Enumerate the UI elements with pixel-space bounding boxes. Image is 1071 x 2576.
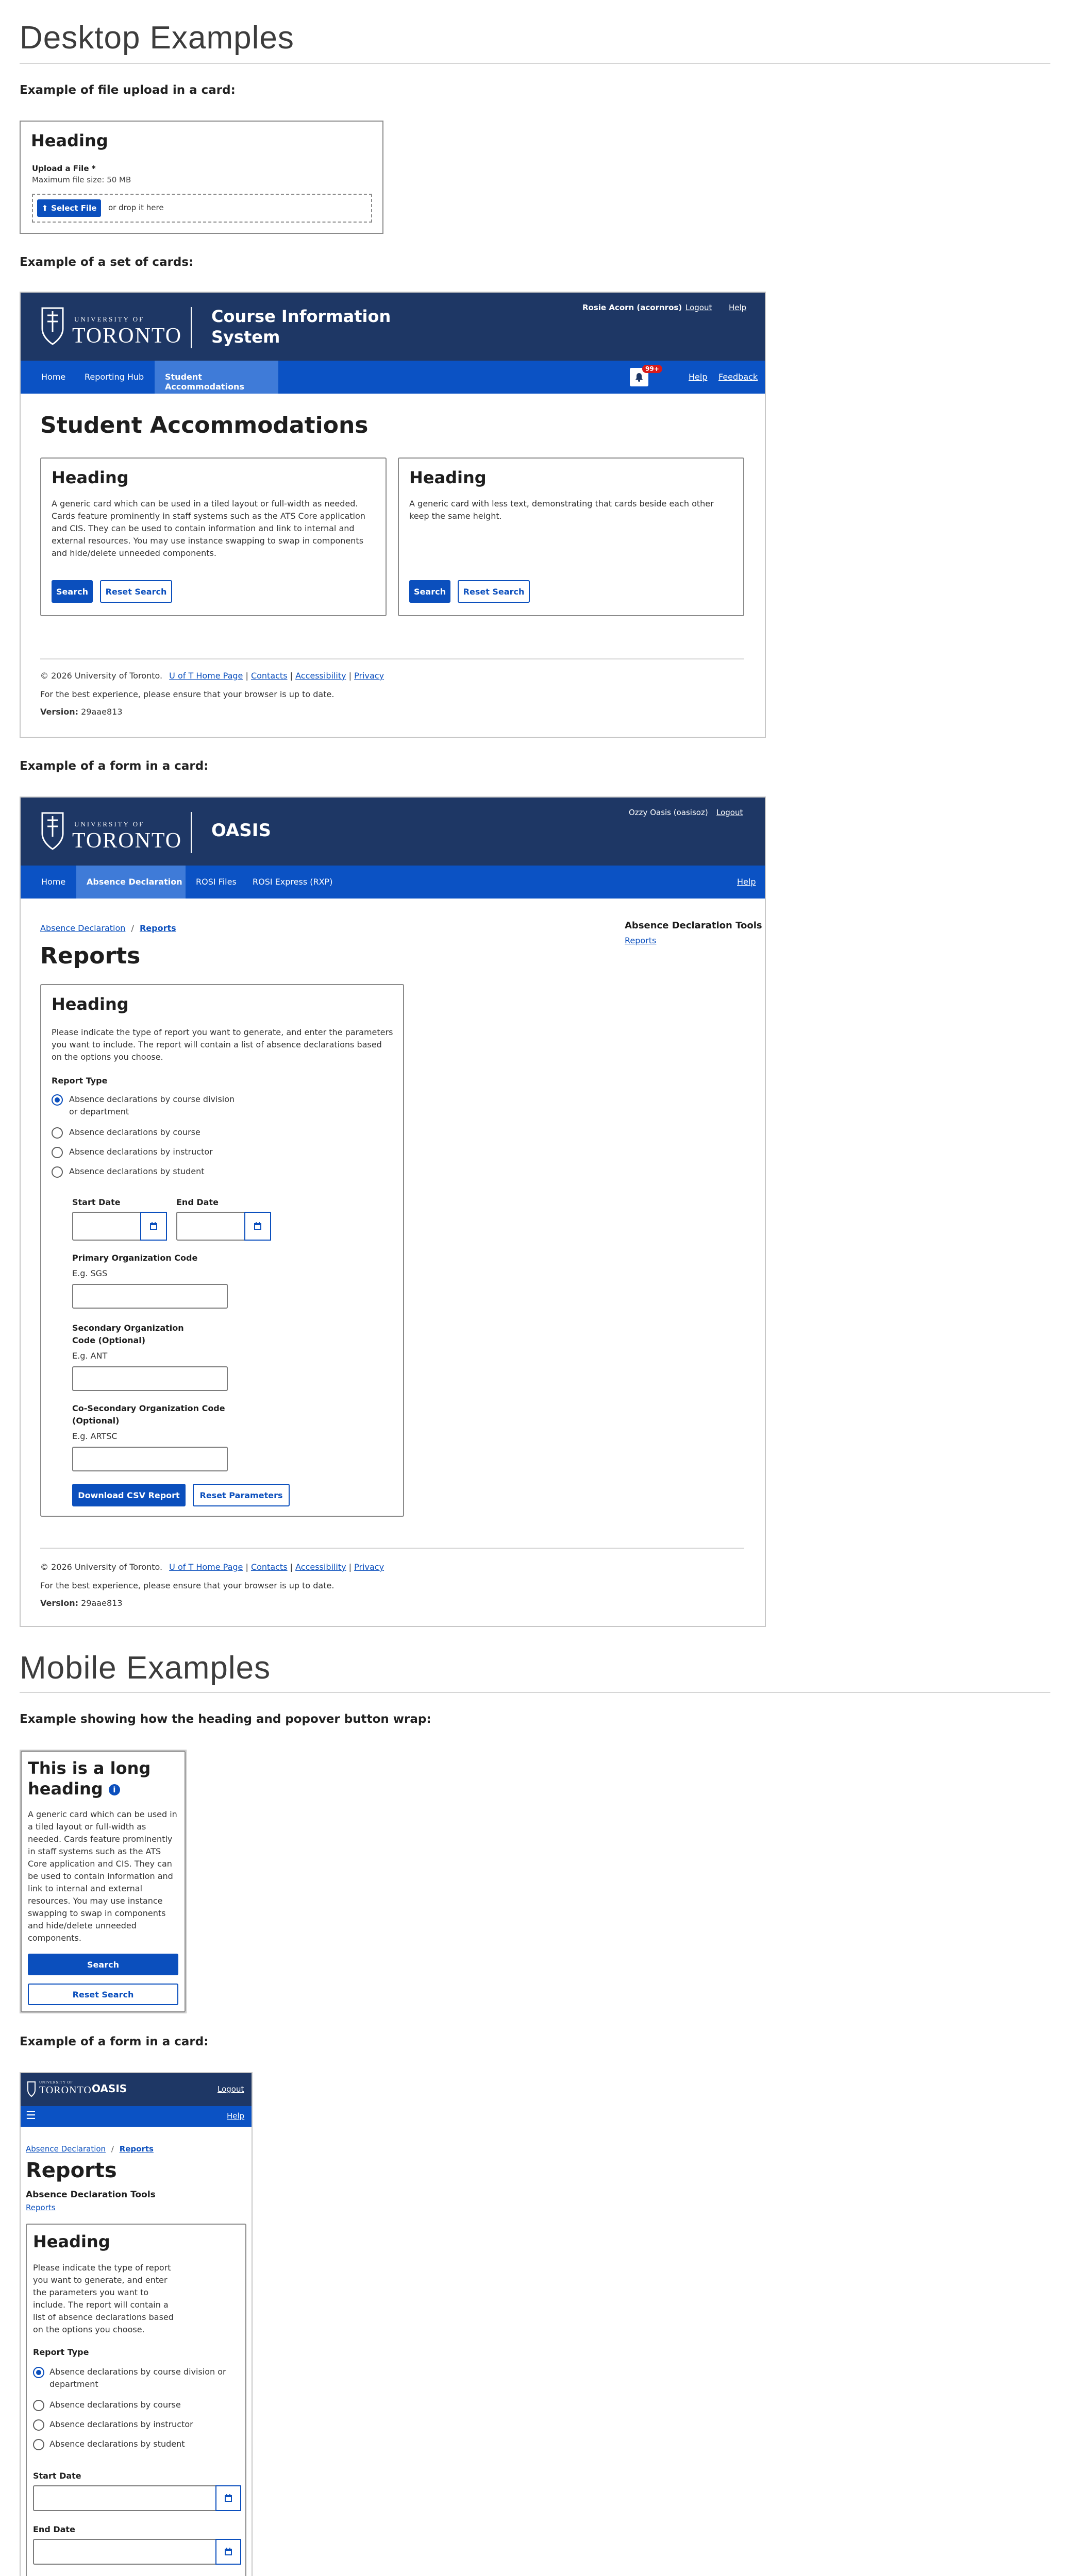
report-type-label: Report Type <box>33 2347 89 2357</box>
footer-browser-note: For the best experience, please ensure that your browser is up to date. <box>40 689 334 699</box>
radio-by-student[interactable] <box>52 1166 63 1178</box>
reset-parameters-button[interactable]: Reset Parameters <box>193 1484 290 1506</box>
end-date-label: End Date <box>33 2524 75 2534</box>
mobile-examples-title: Mobile Examples <box>20 1650 271 1686</box>
section-heading-card-set: Example of a set of cards: <box>20 256 194 269</box>
footer-divider <box>40 1548 744 1549</box>
card-text: A generic card which can be used in a tiled layout or full-width as needed. Cards feature prominently in staff systems such as the ATS Core application and CIS. They can be used to contain information and link to internal and external resources. You may use instance swapping to swap in components and hide/delete unneeded components. <box>28 1809 177 1943</box>
radio-by-division[interactable] <box>52 1094 63 1106</box>
report-form-card <box>40 984 404 1517</box>
footer-version: Version: 29aae813 <box>40 1598 123 1608</box>
radio-label: Absence declarations by instructor <box>49 2419 193 2429</box>
start-date-label: Start Date <box>72 1197 121 1207</box>
upload-hint: Maximum file size: 50 MB <box>32 175 131 184</box>
desktop-examples-title: Desktop Examples <box>20 20 294 56</box>
footer-divider <box>40 658 744 659</box>
start-date-label: Start Date <box>33 2471 81 2481</box>
card-heading: Heading <box>409 468 487 487</box>
logout-link[interactable]: Logout <box>217 2084 244 2094</box>
nav-help[interactable]: Help <box>689 372 708 382</box>
radio-label: Absence declarations by course division or department <box>69 1094 235 1116</box>
primary-org-hint: E.g. SGS <box>72 1268 108 1278</box>
logo-line1: UNIVERSITY OF <box>74 820 145 828</box>
calendar-icon[interactable] <box>244 1212 271 1241</box>
end-date-label: End Date <box>176 1197 219 1207</box>
nav-reporting-hub[interactable]: Reporting Hub <box>85 372 144 382</box>
tools-title: Absence Declaration Tools <box>26 2190 156 2200</box>
mobile-oasis-frame <box>20 2072 253 2576</box>
card-text: A generic card with less text, demonstrating that cards beside each other keep the same height. <box>409 499 714 521</box>
header-divider <box>191 307 192 348</box>
form-intro: Please indicate the type of report you want to generate, and enter the parameters you want to include. The report will contain a list of absence declarations based on the options you choose. <box>33 2263 174 2334</box>
breadcrumb-reports[interactable]: Reports <box>119 2144 154 2154</box>
oasis-header <box>21 798 765 866</box>
card-heading: Heading <box>31 131 108 150</box>
cis-header <box>21 293 765 361</box>
mobile-nav <box>21 2106 252 2127</box>
report-type-label: Report Type <box>52 1076 108 1086</box>
nav-help[interactable]: Help <box>737 877 756 887</box>
hamburger-menu-icon[interactable]: ☰ <box>26 2109 36 2122</box>
section-heading-mobile-form: Example of a form in a card: <box>20 2035 209 2048</box>
cis-card-2 <box>398 457 744 616</box>
breadcrumb-absence-declaration[interactable]: Absence Declaration <box>26 2144 106 2154</box>
search-button[interactable]: Search <box>28 1954 178 1975</box>
footer-browser-note: For the best experience, please ensure that your browser is up to date. <box>40 1581 334 1590</box>
secondary-org-label: Secondary Organization Code (Optional) <box>72 1323 184 1345</box>
upload-card <box>20 121 383 234</box>
card-heading: Heading <box>33 2232 110 2251</box>
app-title: Course Information System <box>211 307 391 347</box>
upload-label: Upload a File * <box>32 164 96 173</box>
card-heading: Heading <box>52 994 129 1014</box>
footer-links: © 2026 University of Toronto. U of T Home Page | Contacts | Accessibility | Privacy <box>40 1562 384 1572</box>
divider <box>20 63 1050 64</box>
cosecondary-org-input[interactable] <box>72 1447 228 1471</box>
radio-by-division[interactable] <box>33 2367 44 2378</box>
calendar-icon[interactable] <box>215 2539 241 2565</box>
nav-absence-declaration-active[interactable]: Absence Declaration <box>76 866 186 899</box>
nav-help[interactable]: Help <box>227 2111 245 2121</box>
divider <box>20 1692 1050 1693</box>
oasis-nav <box>21 866 765 899</box>
drop-zone[interactable] <box>32 194 372 223</box>
select-file-button[interactable]: ⬆ Select File <box>37 199 101 217</box>
radio-label: Absence declarations by course <box>49 2400 181 2410</box>
user-name: Ozzy Oasis (oasisoz) <box>629 808 708 817</box>
radio-label: Absence declarations by course division or department <box>49 2367 226 2389</box>
drop-text: or drop it here <box>108 203 164 212</box>
cosecondary-org-label: Co-Secondary Organization Code (Optional) <box>72 1403 225 1426</box>
mobile-card <box>21 1751 186 2012</box>
radio-by-course[interactable] <box>33 2400 44 2411</box>
uoft-crest-icon <box>27 2080 36 2098</box>
search-button[interactable]: Search <box>52 580 93 603</box>
radio-label: Absence declarations by student <box>69 1166 205 1176</box>
card-heading: Heading <box>52 468 129 487</box>
upload-icon: ⬆ <box>41 204 48 213</box>
section-heading-heading-wrap: Example showing how the heading and popover button wrap: <box>20 1713 431 1726</box>
calendar-icon[interactable] <box>215 2485 241 2511</box>
nav-rosi-files[interactable]: ROSI Files <box>196 877 237 887</box>
radio-label: Absence declarations by course <box>69 1127 200 1137</box>
breadcrumb: Absence Declaration / Reports <box>40 923 176 933</box>
start-date-input[interactable] <box>33 2485 241 2511</box>
download-csv-button[interactable]: Download CSV Report <box>72 1484 186 1506</box>
cosecondary-org-hint: E.g. ARTSC <box>72 1431 118 1441</box>
nav-home[interactable]: Home <box>41 372 66 382</box>
card-text: A generic card which can be used in a tiled layout or full-width as needed. Cards feature prominently in staff systems such as the ATS Core application and CIS. They can be used to contain information and link to internal and external resources. You may use instance swapping to swap in components and hide/delete unneeded components. <box>52 499 365 558</box>
nav-home[interactable]: Home <box>41 877 66 887</box>
app-title: OASIS <box>211 820 271 841</box>
reset-search-button[interactable]: Reset Search <box>458 580 530 603</box>
logo-line1: UNIVERSITY OF <box>74 315 145 323</box>
footer-link-privacy[interactable]: Privacy <box>354 1562 384 1572</box>
footer-links: © 2026 University of Toronto. U of T Home Page | Contacts | Accessibility | Privacy <box>40 671 384 681</box>
primary-org-input[interactable] <box>72 1284 228 1309</box>
help-link[interactable]: Help <box>729 303 747 312</box>
start-date-input[interactable] <box>72 1212 167 1241</box>
primary-org-label: Primary Organization Code <box>72 1253 198 1263</box>
card-heading: This is a long heading i <box>28 1758 151 1799</box>
nav-feedback[interactable]: Feedback <box>718 372 758 382</box>
notification-badge: 99+ <box>642 365 662 373</box>
radio-by-instructor[interactable] <box>52 1147 63 1158</box>
footer-link-privacy[interactable]: Privacy <box>354 671 384 681</box>
logout-link[interactable]: Logout <box>685 303 712 312</box>
logout-link[interactable]: Logout <box>716 808 743 817</box>
reset-search-button[interactable]: Reset Search <box>28 1984 178 2005</box>
reset-search-button[interactable]: Reset Search <box>100 580 172 603</box>
mobile-logo: UNIVERSITY OF TORONTO <box>39 2080 92 2096</box>
mobile-card-frame <box>20 1750 187 2013</box>
logo-line2: TORONTO <box>72 324 182 348</box>
section-heading-file-upload: Example of file upload in a card: <box>20 83 236 97</box>
radio-by-course[interactable] <box>52 1127 63 1139</box>
uoft-crest-icon <box>40 304 65 349</box>
uoft-crest-icon <box>40 809 65 854</box>
footer-link-home[interactable]: U of T Home Page <box>169 1562 243 1572</box>
mobile-header <box>21 2073 252 2106</box>
radio-label: Absence declarations by student <box>49 2439 185 2449</box>
footer-link-home[interactable]: U of T Home Page <box>169 671 243 681</box>
breadcrumb-reports[interactable]: Reports <box>139 923 176 933</box>
tools-reports-link[interactable]: Reports <box>26 2203 56 2212</box>
breadcrumb: Absence Declaration / Reports <box>26 2144 154 2154</box>
mobile-report-form-card <box>26 2224 246 2576</box>
cis-frame <box>20 292 766 738</box>
section-heading-form-card: Example of a form in a card: <box>20 759 209 773</box>
page-title: Reports <box>26 2159 117 2182</box>
search-button[interactable]: Search <box>409 580 450 603</box>
logo-line2: TORONTO <box>72 829 182 853</box>
page-title: Student Accommodations <box>40 412 369 438</box>
tools-reports-link[interactable]: Reports <box>625 936 657 945</box>
oasis-frame <box>20 796 766 1627</box>
cis-nav <box>21 361 765 394</box>
footer-version: Version: 29aae813 <box>40 707 123 717</box>
calendar-icon[interactable] <box>140 1212 167 1241</box>
radio-label: Absence declarations by instructor <box>69 1147 213 1157</box>
page-title: Reports <box>40 943 141 969</box>
radio-by-student[interactable] <box>33 2439 44 2450</box>
end-date-input[interactable] <box>176 1212 271 1241</box>
form-intro: Please indicate the type of report you want to generate, and enter the parameters you want to include. The report will contain a list of absence declarations based on the options you choose. <box>52 1027 393 1062</box>
info-icon[interactable]: i <box>109 1784 120 1795</box>
app-title: OASIS <box>92 2082 127 2095</box>
end-date-input[interactable] <box>33 2539 241 2565</box>
footer-link-contacts[interactable]: Contacts <box>250 671 288 681</box>
secondary-org-hint: E.g. ANT <box>72 1351 108 1361</box>
secondary-org-input[interactable] <box>72 1366 228 1391</box>
header-divider <box>191 812 192 853</box>
cis-card-1 <box>40 457 387 616</box>
footer-link-accessibility[interactable]: Accessibility <box>295 1562 346 1572</box>
tools-title: Absence Declaration Tools <box>625 920 762 931</box>
footer-link-accessibility[interactable]: Accessibility <box>295 671 346 681</box>
user-name: Rosie Acorn (acornros) <box>582 303 682 312</box>
footer-link-contacts[interactable]: Contacts <box>250 1562 288 1572</box>
radio-by-instructor[interactable] <box>33 2419 44 2431</box>
breadcrumb-absence-declaration[interactable]: Absence Declaration <box>40 923 126 933</box>
nav-student-accommodations-active[interactable]: Student Accommodations <box>155 361 278 394</box>
nav-rosi-express[interactable]: ROSI Express (RXP) <box>253 877 333 887</box>
